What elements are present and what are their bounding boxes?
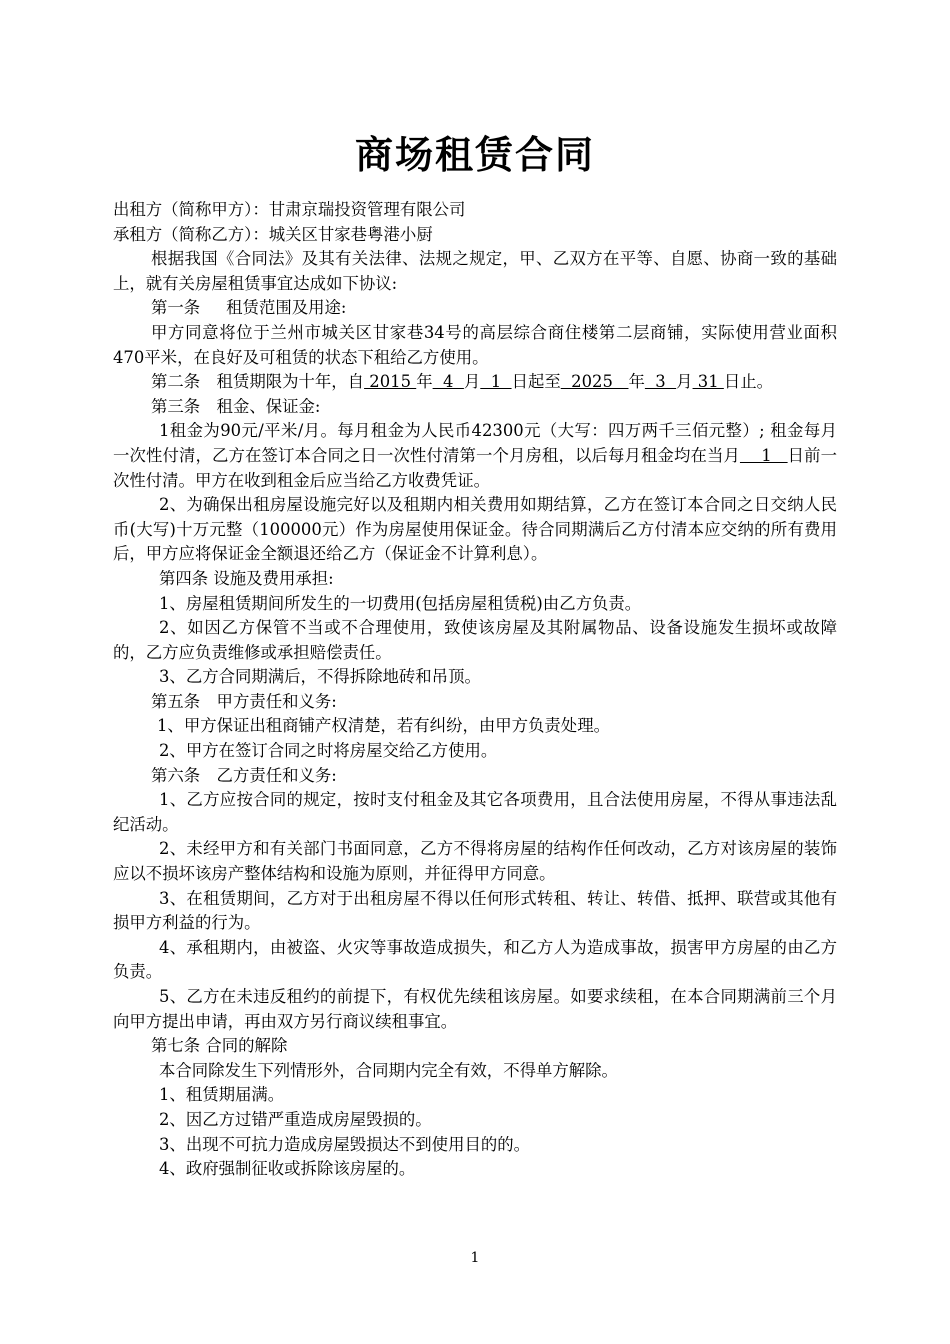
article-1-heading (113, 296, 837, 321)
lessor-line: 出租方（简称甲方）：甘肃京瑞投资管理有限公司 (113, 200, 466, 219)
day-label: 日起至 (511, 372, 561, 392)
article-6-item: 2、未经甲方和有关部门书面同意，乙方不得将房屋的结构作任何改动，乙方对该房屋的装饰应以不损坏该房产整体结构和设施为原则，并征得甲方同意。 (113, 839, 837, 884)
article-7-heading: 第七条 合同的解除 (151, 1036, 288, 1056)
article-6-item: 4、承租期内，由被盗、火灾等事故造成损失，和乙方人为造成事故，损害甲方房屋的由乙方负责。 (113, 937, 837, 982)
article-6-heading: 第六条 乙方责任和义务: (151, 765, 337, 785)
start-year-blank: 2015 (364, 372, 417, 392)
article-5-item: 1、甲方保证出租商铺产权清楚，若有纠纷，由甲方负责处理。 (157, 716, 610, 736)
article-6-item: 1、乙方应按合同的规定，按时支付租金及其它各项费用，且合法使用房屋，不得从事违法乱纪活动。 (113, 790, 837, 834)
article-3-item-1 (113, 419, 837, 493)
end-month-blank: 3 (644, 372, 677, 392)
lessee-line: 承租方（简称乙方）：城关区甘家巷粤港小厨 (113, 224, 433, 244)
article-7-item: 4、政府强制征收或拆除该房屋的。 (159, 1159, 416, 1179)
article-2 (113, 370, 837, 395)
year-label: 年 (416, 372, 433, 392)
article-1-text: 甲方同意将位于兰州市城关区甘家巷34号的高层综合商住楼第二层商铺，实际使用营业面积470平米，在良好及可租赁的状态下租给乙方使用。 (113, 322, 837, 367)
article-1-number: 第一条 (151, 298, 201, 318)
article-7-intro: 本合同除发生下列情形外，合同期内完全有效，不得单方解除。 (159, 1060, 618, 1080)
article-5-heading: 第五条 甲方责任和义务: (151, 691, 337, 711)
article-4-item: 3、乙方合同期满后，不得拆除地砖和吊顶。 (159, 667, 481, 687)
contract-body (113, 198, 837, 1182)
payment-day-blank: 1 (739, 445, 788, 465)
article-2-prefix: 第二条 租赁期限为十年，自 (151, 372, 365, 392)
month-label: 月 (463, 372, 481, 392)
article-4-heading: 第四条 设施及费用承担: (159, 568, 334, 588)
article-3-item-2: 2、为确保出租房屋设施完好以及租期内相关费用如期结算，乙方在签订本合同之日交纳人民币(大写)十万元整（100000元）作为房屋使用保证金。待合同期满后乙方付清本应交纳的所有费用后，甲方应将保证金全额退还给乙方（保证金不计算利息）。 (113, 495, 837, 564)
article-1-title: 租赁范围及用途: (226, 298, 347, 318)
article-3-item-1-text: 1租金为90元/平米/月。每月租金为人民币42300元（大写：四万两千三佰元整）; 租金每月一次性付清，乙方在签订本合同之日一次性付清第一个月房租，以后每月租金均在当月 (113, 421, 837, 465)
end-month-label: 月 (676, 372, 693, 392)
article-6-item: 3、在租赁期间，乙方对于出租房屋不得以任何形式转租、转让、转借、抵押、联营或其他有损甲方利益的行为。 (113, 888, 837, 933)
article-6-item: 5、乙方在未违反租约的前提下，有权优先续租该房屋。如要求续租，在本合同期满前三个月向甲方提出申请，再由双方另行商议续租事宜。 (113, 987, 837, 1031)
article-5-item: 2、甲方在签订合同之时将房屋交给乙方使用。 (159, 741, 498, 761)
end-year-label: 年 (628, 372, 645, 392)
article-7-item: 3、出现不可抗力造成房屋毁损达不到使用目的的。 (159, 1134, 531, 1154)
article-3-item-1-tail: 日前一次性付清。甲方在收到租金后应当给乙方收费凭证。 (113, 445, 837, 490)
end-year-blank: 2025 (560, 372, 629, 392)
start-month-blank: 4 (432, 372, 464, 392)
article-2-suffix: 日止。 (723, 372, 774, 392)
preamble: 根据我国《合同法》及其有关法律、法规之规定，甲、乙双方在平等、自愿、协商一致的基础上，就有关房屋租赁事宜达成如下协议: (113, 249, 837, 293)
end-day-blank: 31 (692, 372, 724, 392)
start-day-blank: 1 (480, 372, 512, 392)
article-4-item: 2、如因乙方保管不当或不合理使用，致使该房屋及其附属物品、设备设施发生损坏或故障的，乙方应负责维修或承担赔偿责任。 (113, 618, 837, 662)
article-4-item: 1、房屋租赁期间所发生的一切费用(包括房屋租赁税)由乙方负责。 (159, 593, 642, 613)
page-number: 1 (470, 1250, 480, 1266)
document-title: 商场租赁合同 (354, 133, 595, 177)
article-7-item: 2、因乙方过错严重造成房屋毁损的。 (159, 1109, 432, 1129)
article-3-heading: 第三条 租金、保证金: (151, 396, 321, 416)
article-7-item: 1、租赁期届满。 (159, 1085, 285, 1105)
